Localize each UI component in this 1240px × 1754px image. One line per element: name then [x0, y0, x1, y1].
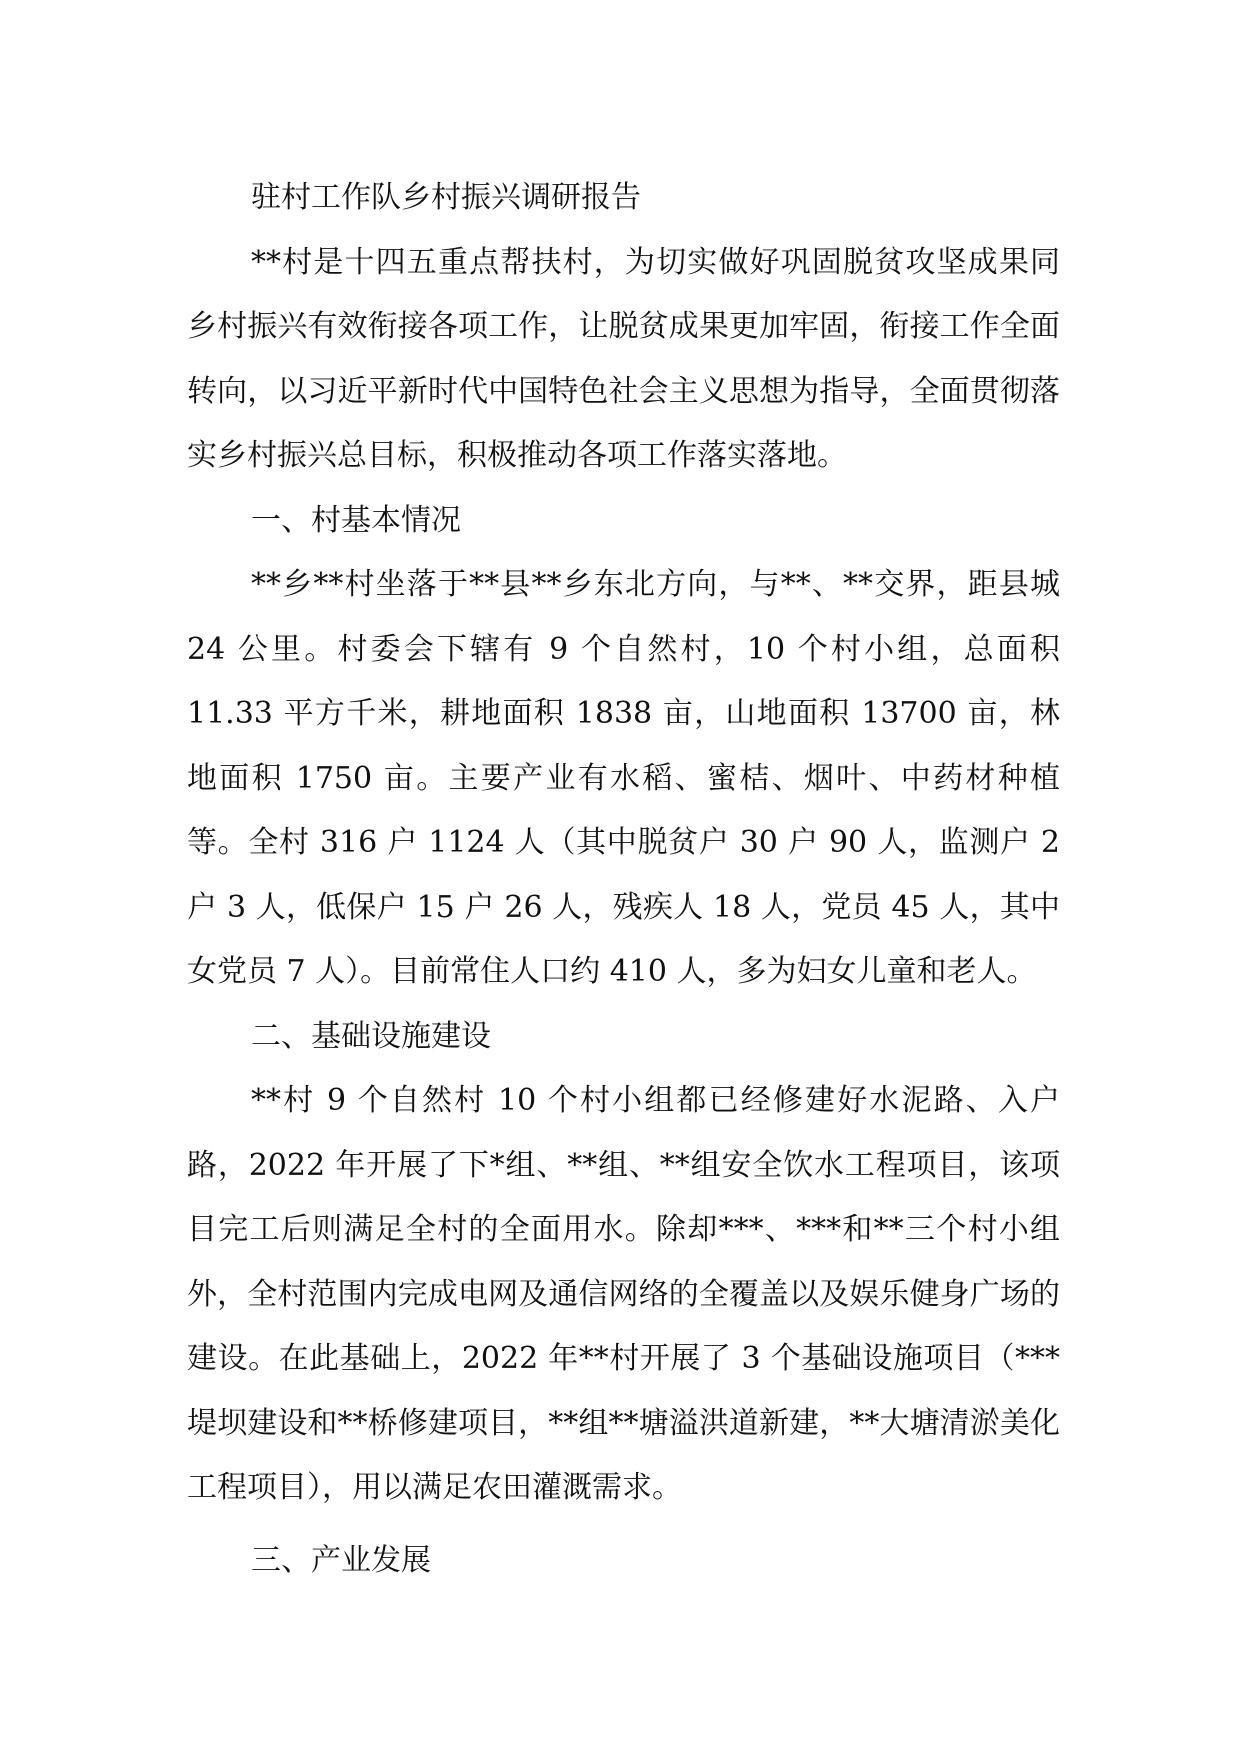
document-body — [187, 166, 1060, 1593]
section-body-infrastructure: **村 9 个自然村 10 个村小组都已经修建好水泥路、入户路，2022 年开展了下*组、**组、**组安全饮水工程项目，该项目完工后则满足全村的全面用水。除却***、***和**三个村小组外，全村范围内完成电网及通信网络的全覆盖以及娱乐健身广场的建设。在此基础上，2022 年**村开展了 3 个基础设施项目（***堤坝建设和**桥修建项目，**组**塘溢洪道新建，**大塘清淤美化工程项目），用以满足农田灌溉需求。 — [187, 1083, 1060, 1505]
section-body-basic-info: **乡**村坐落于**县**乡东北方向，与**、**交界，距县城 24 公里。村委会下辖有 9 个自然村，10 个村小组，总面积 11.33 平方千米，耕地面积 1838 亩，山地面积 13700 亩，林地面积 1750 亩。主要产业有水稻、蜜桔、烟叶、中药材种植等。全村 316 户 1124 人（其中脱贫户 30 户 90 人，监测户 2 户 3 人，低保户 15 户 26 人，残疾人 18 人，党员 45 人，其中女党员 7 人）。目前常住人口约 410 人，多为妇女儿童和老人。 — [187, 567, 1060, 989]
section-heading-basic-info: 一、村基本情况 — [251, 502, 461, 538]
section-heading-infrastructure: 二、基础设施建设 — [251, 1018, 491, 1054]
section-heading-industry: 三、产业发展 — [251, 1542, 431, 1578]
document-title: 驻村工作队乡村振兴调研报告 — [251, 180, 641, 215]
intro-paragraph: **村是十四五重点帮扶村，为切实做好巩固脱贫攻坚成果同乡村振兴有效衔接各项工作，让脱贫成果更加牢固，衔接工作全面转向，以习近平新时代中国特色社会主义思想为指导，全面贯彻落实乡村振兴总目标，积极推动各项工作落实落地。 — [187, 244, 1060, 473]
